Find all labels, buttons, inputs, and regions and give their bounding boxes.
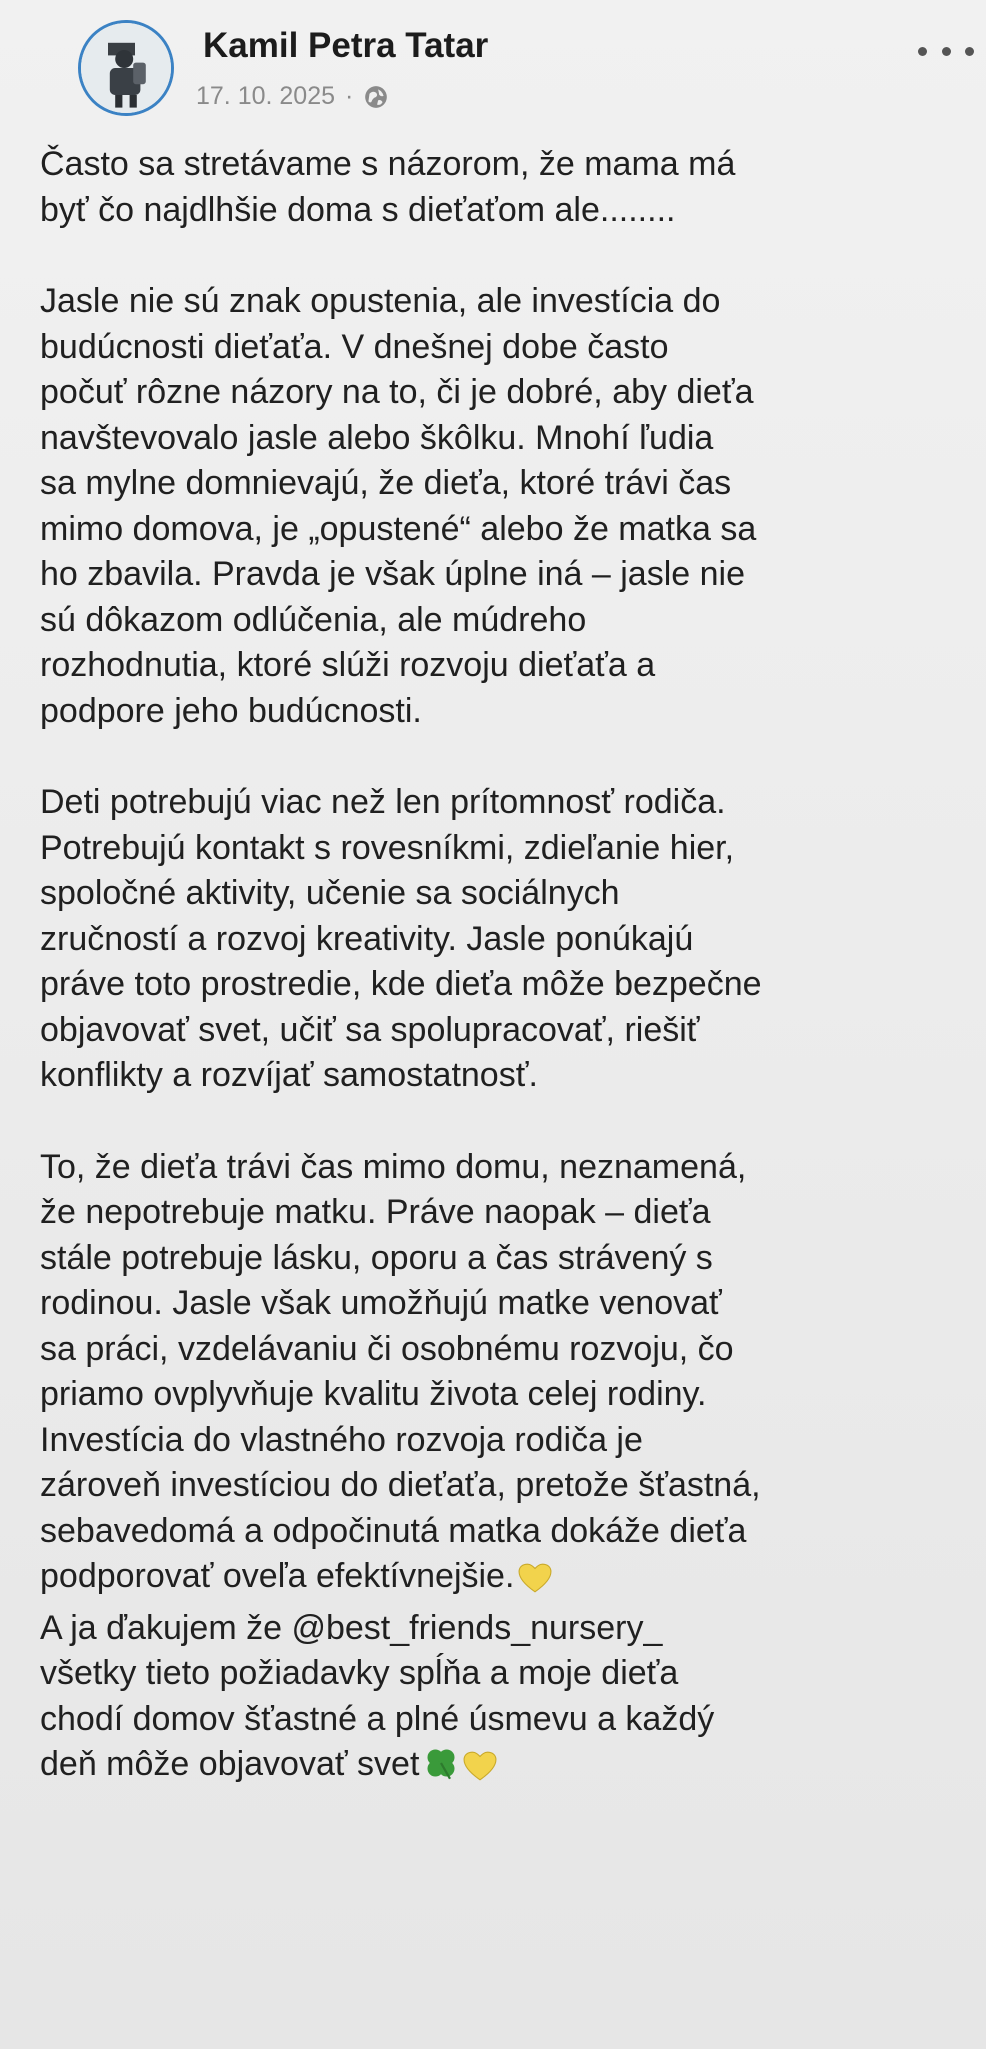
avatar[interactable] [78, 20, 174, 116]
globe-icon [363, 84, 389, 110]
avatar-photo [81, 23, 171, 113]
meta-separator: · [345, 82, 354, 110]
more-dot [942, 47, 951, 56]
four-leaf-clover-icon [423, 1745, 459, 1794]
post-text [40, 142, 940, 1794]
post-paragraph-4 [40, 1145, 940, 1606]
post-paragraph-5-text: A ja ďakujem že @best_friends_nursery_ všetky tieto požiadavky spĺňa a moje dieťa chodí domov šťastné a plné úsmevu a každý deň môže objavovať svet [40, 1608, 715, 1783]
more-dot [965, 47, 974, 56]
post-paragraph-5 [40, 1606, 940, 1794]
post-meta [196, 82, 389, 111]
post-date[interactable]: 17. 10. 2025 [196, 82, 336, 110]
post-paragraph-4-text: To, že dieťa trávi čas mimo domu, neznamená, že nepotrebuje matku. Práve naopak – dieťa stále potrebuje lásku, oporu a čas strávený s rodinou. Jasle však umožňujú matke venovať sa práci, vzdelávaniu či osobnému rozvoju, čo priamo ovplyvňuje kvalitu života celej rodiny. Investícia do vlastného rozvoja rodiča je zároveň investíciou do dieťaťa, pretože šťastná, sebavedomá a odpočinutá matka dokáže dieťa podporovať oveľa efektívnejšie. [40, 1147, 761, 1595]
post-header [78, 14, 978, 124]
more-options-button[interactable] [918, 36, 974, 66]
post-paragraph-3: Deti potrebujú viac než len prítomnosť rodiča. Potrebujú kontakt s rovesníkmi, zdieľanie hier, spoločné aktivity, učenie sa sociálnych zručností a rozvoj kreativity. Jasle ponúkajú práve toto prostredie, kde dieťa môže bezpečne objavovať svet, učiť sa spolupracovať, riešiť konflikty a rozvíjať samostatnosť. [40, 783, 762, 1094]
author-name[interactable]: Kamil Petra Tatar [203, 26, 489, 65]
more-horizontal-icon [918, 47, 927, 56]
post-paragraph-2: Jasle nie sú znak opustenia, ale investícia do budúcnosti dieťaťa. V dnešnej dobe často počuť rôzne názory na to, či je dobré, aby dieťa navštevovalo jasle alebo škôlku. Mnohí ľudia sa mylne domnievajú, že dieťa, ktoré trávi čas mimo domova, je „opustené“ alebo že matka sa ho zbavila. Pravda je však úplne iná – jasle nie sú dôkazom odlúčenia, ale múdreho rozhodnutia, ktoré slúži rozvoju dieťaťa a podpore jeho budúcnosti. [40, 282, 757, 730]
yellow-heart-icon [518, 1560, 552, 1606]
post-paragraph-1: Často sa stretávame s názorom, že mama má byť čo najdlhšie doma s dieťaťom ale........ [40, 145, 736, 229]
yellow-heart-icon [463, 1748, 497, 1794]
